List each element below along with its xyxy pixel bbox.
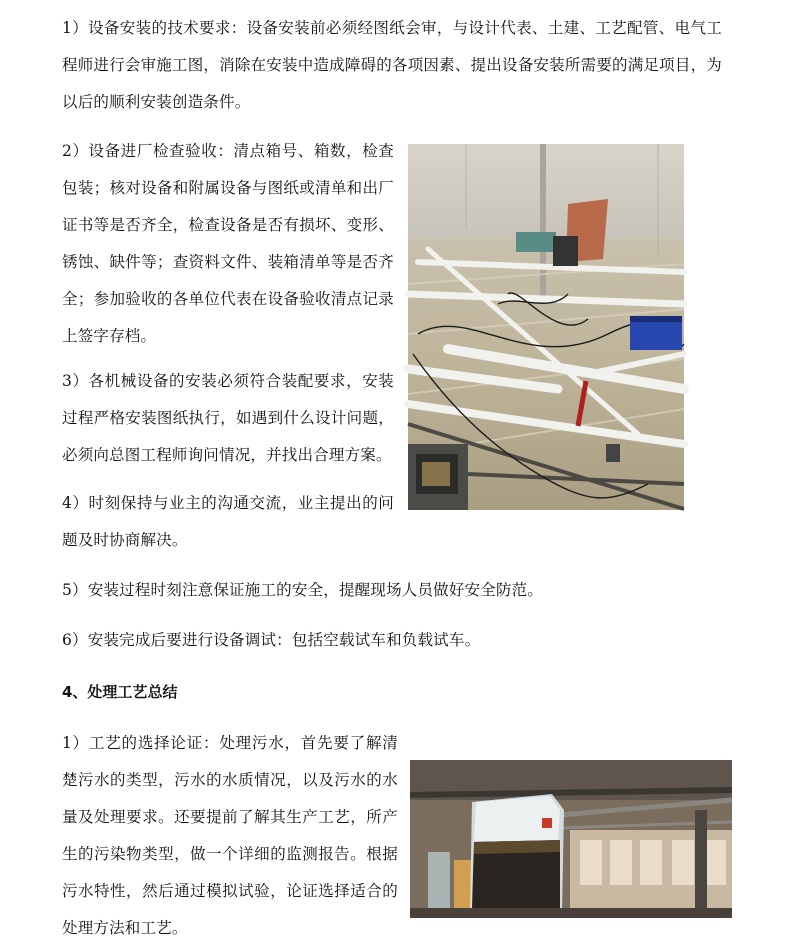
paragraph-safety: 5）安装过程时刻注意保证施工的安全，提醒现场人员做好安全防范。 [62, 581, 544, 599]
water-sample-photo [410, 760, 732, 918]
paragraph-equipment-tech-requirements: 1）设备安装的技术要求：设备安装前必须经图纸会审，与设计代表、土建、工艺配管、电气工程师进行会审施工图，消除在安装中造成障碍的各项因素、提出设备安装所需要的满足项目，为以后的顺利安装创造条件。 [62, 19, 722, 111]
paragraph-equipment-inspection: 2）设备进厂检查验收：清点箱号、箱数，检查包装；核对设备和附属设备与图纸或清单和出厂证书等是否齐全，检查设备是否有损坏、变形、锈蚀、缺件等；查资料文件、装箱清单等是否齐全；参加验收的各单位代表在设备验收清点记录上签字存档。 [62, 142, 394, 345]
section-heading-process-summary: 4、处理工艺总结 [62, 683, 178, 701]
paragraph-machine-assembly: 3）各机械设备的安装必须符合装配要求，安装过程严格安装图纸执行，如遇到什么设计问题，必须向总图工程师询问情况，并找出合理方案。 [62, 372, 394, 464]
paragraph-process-selection: 1）工艺的选择论证：处理污水，首先要了解清楚污水的类型，污水的水质情况，以及污水的水量及处理要求。还要提前了解其生产工艺，所产生的污染物类型，做一个详细的监测报告。根据污水特性，然后通过模拟试验，论证选择适合的处理方法和工艺。 [62, 734, 398, 937]
paragraph-owner-communication: 4）时刻保持与业主的沟通交流，业主提出的问题及时协商解决。 [62, 494, 394, 549]
paragraph-commissioning: 6）安装完成后要进行设备调试：包括空载试车和负载试车。 [62, 631, 481, 649]
construction-site-photo [408, 144, 684, 510]
